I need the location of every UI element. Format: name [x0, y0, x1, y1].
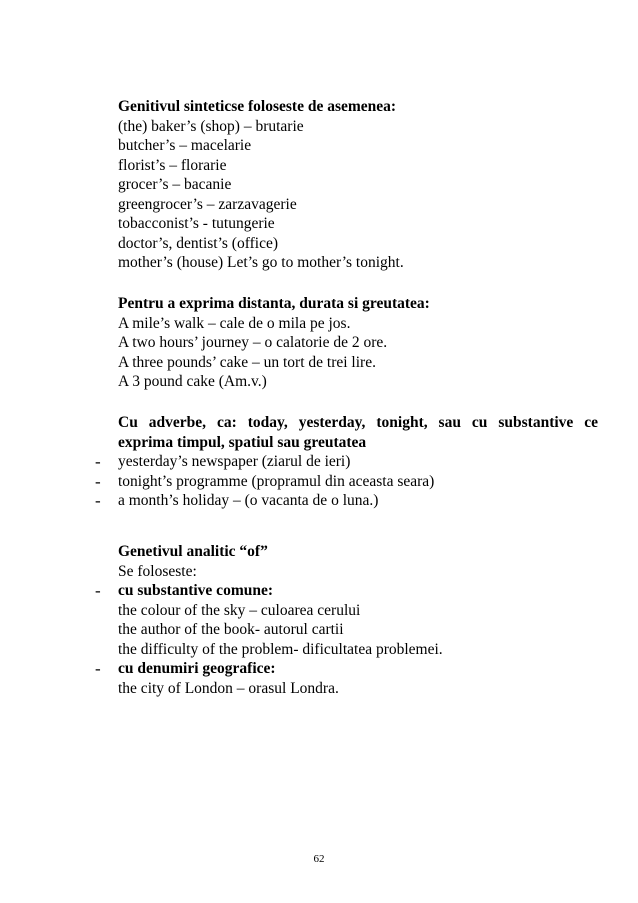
bullet-text: a month’s holiday – (o vacanta de o luna.) [118, 492, 379, 509]
bullet-item [95, 452, 598, 472]
section-heading: Cu adverbe, ca: today, yesterday, tonight, sau cu substantive ce [118, 414, 598, 431]
example-line: (the) baker’s (shop) – brutarie [118, 117, 304, 135]
example-line: doctor’s, dentist’s (office) [118, 234, 278, 252]
example-line: butcher’s – macelarie [118, 137, 252, 154]
bullet-label: cu substantive comune: [118, 582, 274, 599]
example-line: the colour of the sky – culoarea cerului [118, 601, 361, 619]
example-line: A three pounds’ cake – un tort de trei lire. [118, 353, 376, 371]
synthetic-genitive-section [118, 97, 598, 273]
intro-line: Se foloseste: [118, 562, 197, 580]
bullet-item [95, 471, 598, 492]
bullet-item [95, 659, 598, 679]
dash-bullet: - [95, 452, 101, 471]
bullet-item [95, 491, 598, 511]
section-heading-continuation: exprima timpul, spatiul sau greutatea [118, 433, 367, 451]
bullet-label: cu denumiri geografice: [118, 660, 276, 677]
section-heading: Genetivul analitic “of” [118, 543, 268, 560]
example-line: greengrocer’s – zarzavagerie [118, 195, 297, 213]
dash-bullet: - [95, 581, 101, 600]
dash-bullet: - [95, 659, 101, 678]
adverbs-section [95, 413, 598, 511]
example-line: the city of London – orasul Londra. [118, 679, 339, 697]
example-line: A two hours’ journey – o calatorie de 2 ore. [118, 334, 388, 351]
example-line: grocer’s – bacanie [118, 176, 232, 193]
example-line: A 3 pound cake (Am.v.) [118, 373, 267, 390]
dash-bullet: - [95, 471, 101, 491]
distance-duration-weight-section [118, 294, 598, 392]
example-line: the author of the book- autorul cartii [118, 621, 344, 638]
section-heading: Genitivul sinteticse foloseste de asemenea: [118, 98, 397, 115]
bullet-text: yesterday’s newspaper (ziarul de ieri) [118, 453, 351, 470]
bullet-item [95, 581, 598, 601]
dash-bullet: - [95, 491, 101, 510]
example-line: A mile’s walk – cale de o mila pe jos. [118, 314, 351, 332]
example-line: mother’s (house) Let’s go to mother’s tonight. [118, 254, 404, 271]
bullet-text: tonight’s programme (propramul din aceasta seara) [118, 472, 435, 490]
example-line: tobacconist’s - tutungerie [118, 215, 275, 232]
page-number: 62 [313, 853, 325, 865]
section-heading: Pentru a exprima distanta, durata si greutatea: [118, 295, 430, 312]
example-line: florist’s – florarie [118, 156, 227, 174]
analytic-genitive-section [95, 542, 598, 698]
example-line: the difficulty of the problem- dificultatea problemei. [118, 640, 443, 658]
